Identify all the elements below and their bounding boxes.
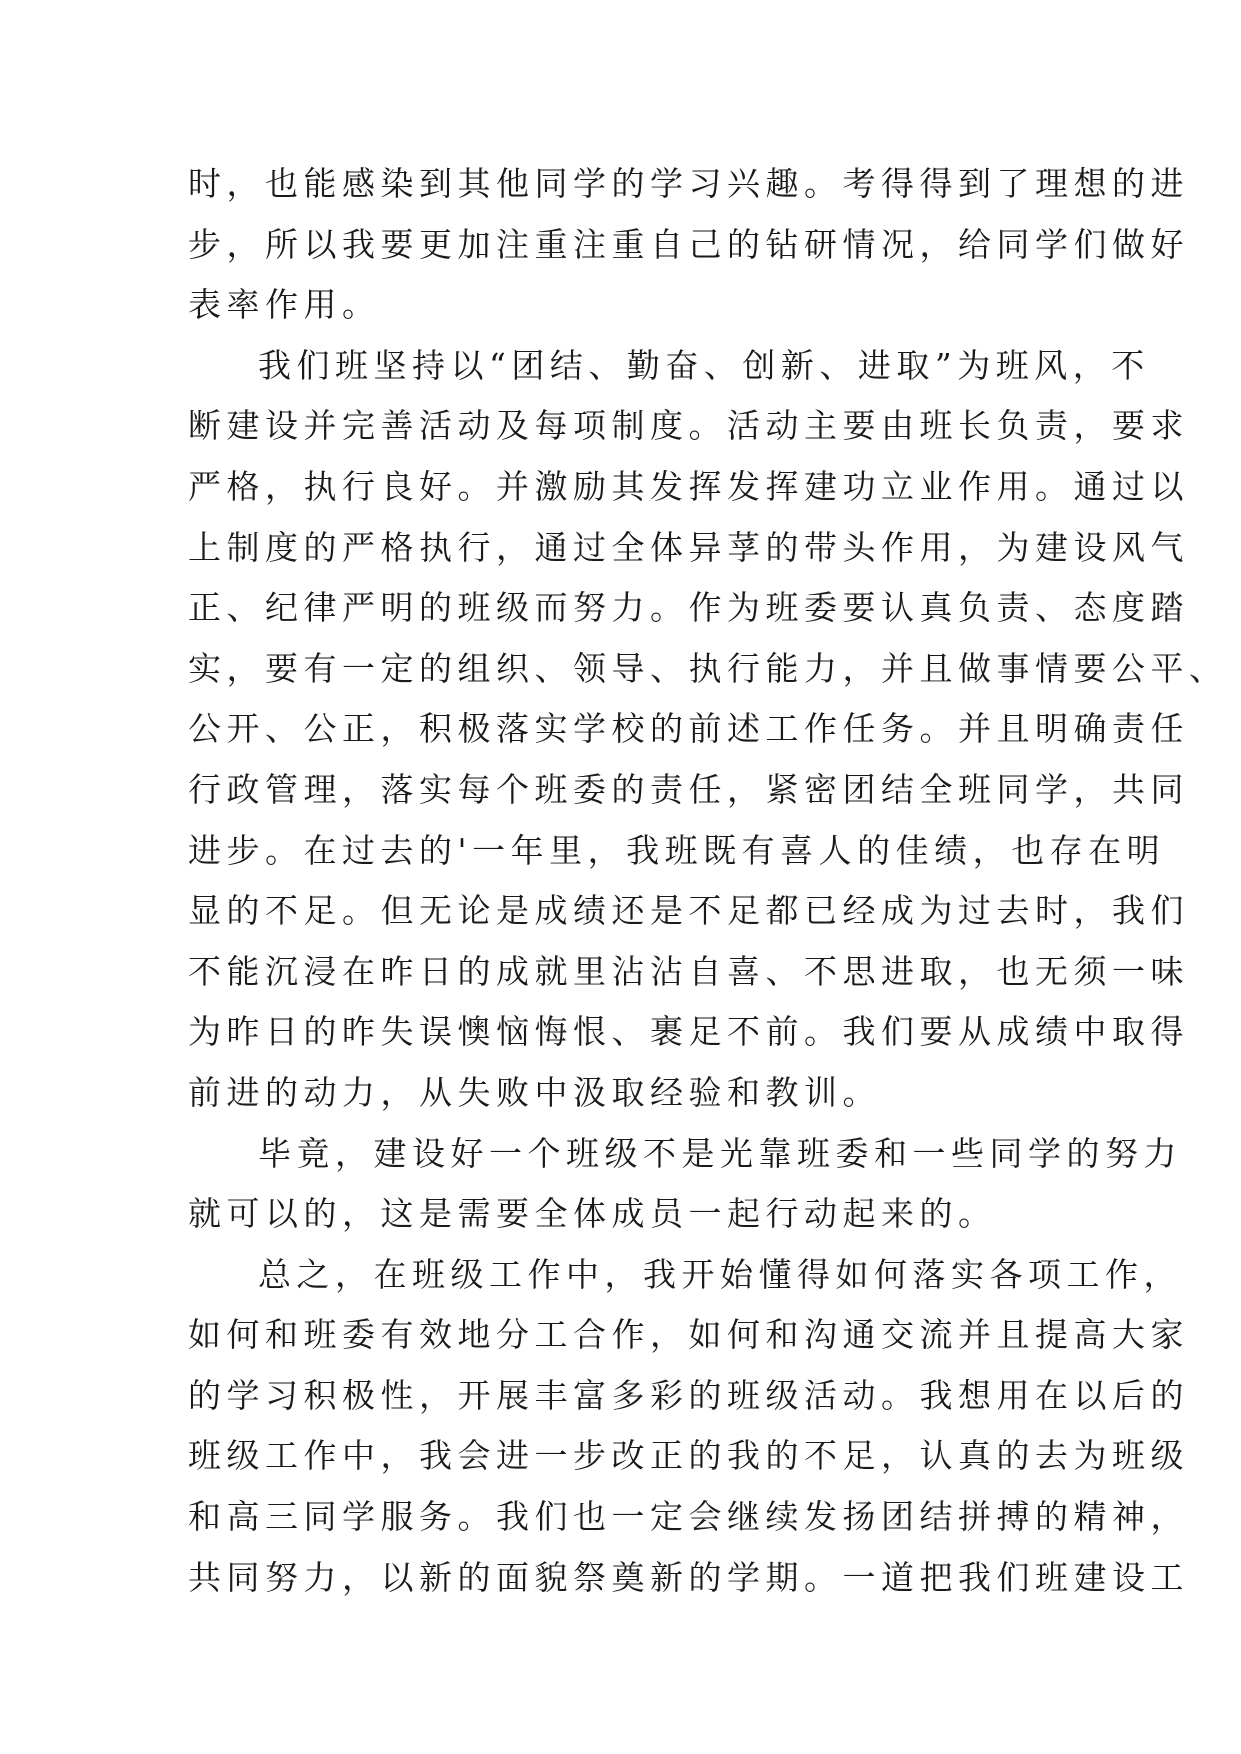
paragraph — [188, 154, 1189, 336]
text-line: 行政管理，落实每个班委的责任，紧密团结全班同学，共同 — [188, 769, 1189, 809]
text-line: 共同努力，以新的面貌祭奠新的学期。一道把我们班建设工 — [188, 1557, 1189, 1597]
text-line: 就可以的，这是需要全体成员一起行动起来的。 — [188, 1194, 997, 1234]
paragraph — [188, 1245, 1189, 1609]
document-body — [188, 154, 1228, 1608]
text-line: 显的不足。但无论是成绩还是不足都已经成为过去时，我们 — [188, 891, 1189, 931]
text-line: 和高三同学服务。我们也一定会继续发扬团结拼搏的精神， — [188, 1497, 1189, 1537]
text-line: 公开、公正，积极落实学校的前述工作任务。并且明确责任 — [188, 709, 1189, 749]
paragraph — [188, 336, 1228, 1124]
text-line: 毕竟，建设好一个班级不是光靠班委和一些同学的努力 — [258, 1133, 1182, 1173]
text-line: 严格，执行良好。并激励其发挥发挥建功立业作用。通过以 — [188, 466, 1189, 506]
text-line: 不能沉浸在昨日的成就里沾沾自喜、不思进取，也无须一味 — [188, 951, 1189, 991]
text-line: 班级工作中，我会进一步改正的我的不足，认真的去为班级 — [188, 1436, 1189, 1476]
text-line: 正、纪律严明的班级而努力。作为班委要认真负责、态度踏 — [188, 588, 1189, 628]
paragraph — [188, 1124, 1182, 1245]
text-line: 步，所以我要更加注重注重自己的钻研情况，给同学们做好 — [188, 224, 1189, 264]
text-line: 断建设并完善活动及每项制度。活动主要由班长负责，要求 — [188, 406, 1189, 446]
text-line: 的学习积极性，开展丰富多彩的班级活动。我想用在以后的 — [188, 1375, 1189, 1415]
text-line: 总之，在班级工作中，我开始懂得如何落实各项工作， — [258, 1254, 1182, 1294]
text-line: 为昨日的昨失误懊恼悔恨、裹足不前。我们要从成绩中取得 — [188, 1012, 1189, 1052]
text-line: 前进的动力，从失败中汲取经验和教训。 — [188, 1072, 881, 1112]
text-line: 时，也能感染到其他同学的学习兴趣。考得得到了理想的进 — [188, 164, 1189, 203]
text-line: 进步。在过去的'一年里，我班既有喜人的佳绩，也存在明 — [188, 830, 1166, 870]
text-line: 上制度的严格执行，通过全体异莩的带头作用，为建设风气 — [188, 527, 1189, 567]
text-line: 我们班坚持以“团结、勤奋、创新、进取”为班风，不 — [258, 345, 1150, 385]
text-line: 如何和班委有效地分工合作，如何和沟通交流并且提高大家 — [188, 1315, 1189, 1355]
text-line: 实，要有一定的组织、领导、执行能力，并且做事情要公平、 — [188, 648, 1228, 688]
text-line: 表率作用。 — [188, 285, 381, 325]
